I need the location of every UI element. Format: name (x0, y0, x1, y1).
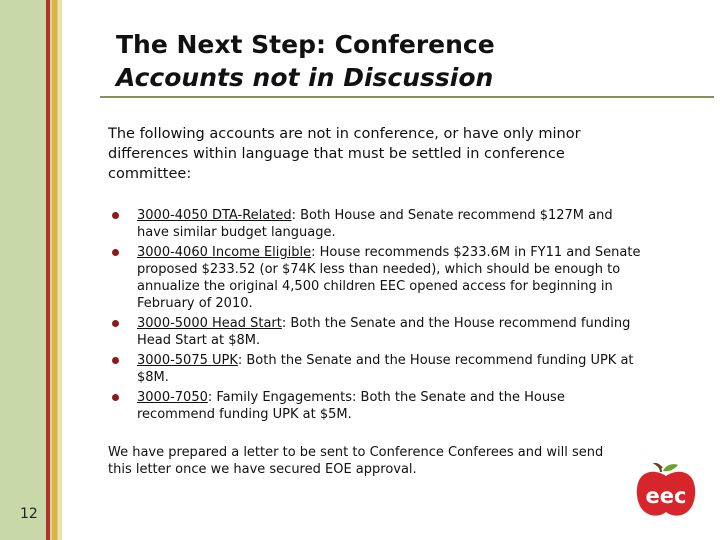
account-description: : Both the Senate and the House recommend funding UPK at $8M. (137, 353, 634, 385)
intro-paragraph: The following accounts are not in conference, or have only minor differences within language that must be settled in conference committee: (108, 126, 581, 182)
account-name: 3000-5075 UPK (137, 353, 238, 368)
page-number: 12 (20, 506, 38, 522)
list-item (112, 389, 642, 423)
bullet-icon (112, 357, 119, 364)
list-item (112, 244, 642, 312)
title-line-2: Accounts not in Discussion (116, 63, 494, 92)
left-light-stripe (58, 0, 62, 540)
title-line-1: The Next Step: Conference (116, 30, 495, 59)
bullet-icon (112, 394, 119, 401)
bullet-icon (112, 249, 119, 256)
list-item (112, 352, 642, 386)
slide-title (116, 28, 495, 94)
svg-text:eec: eec (645, 484, 687, 508)
account-name: 3000-4050 DTA-Related (137, 208, 292, 223)
account-description: : House recommends $233.6M in FY11 and Senate proposed $233.52 (or $74K less than needed), which should be enough to annualize the original 4,500 children EEC opened access for beginning in February of 2010. (137, 245, 641, 311)
account-description: : Both the Senate and the House recommend funding Head Start at $8M. (137, 316, 631, 348)
account-bullet-list (112, 207, 642, 426)
bullet-icon (112, 212, 119, 219)
eec-logo (632, 462, 700, 518)
account-name: 3000-4060 Income Eligible (137, 245, 312, 260)
account-name: 3000-5000 Head Start (137, 316, 282, 331)
left-gold-stripe (52, 0, 57, 540)
account-description: : Family Engagements: Both the Senate and the House recommend funding UPK at $5M. (137, 390, 565, 422)
list-item (112, 207, 642, 241)
left-red-stripe (46, 0, 50, 540)
title-underline-rule (100, 96, 714, 98)
bullet-icon (112, 320, 119, 327)
closing-paragraph: We have prepared a letter to be sent to Conference Conferees and will send this letter once we have secured EOE approval. (108, 445, 604, 477)
account-name: 3000-7050 (137, 390, 208, 405)
list-item (112, 315, 642, 349)
account-description: : Both House and Senate recommend $127M and have similar budget language. (137, 208, 613, 240)
